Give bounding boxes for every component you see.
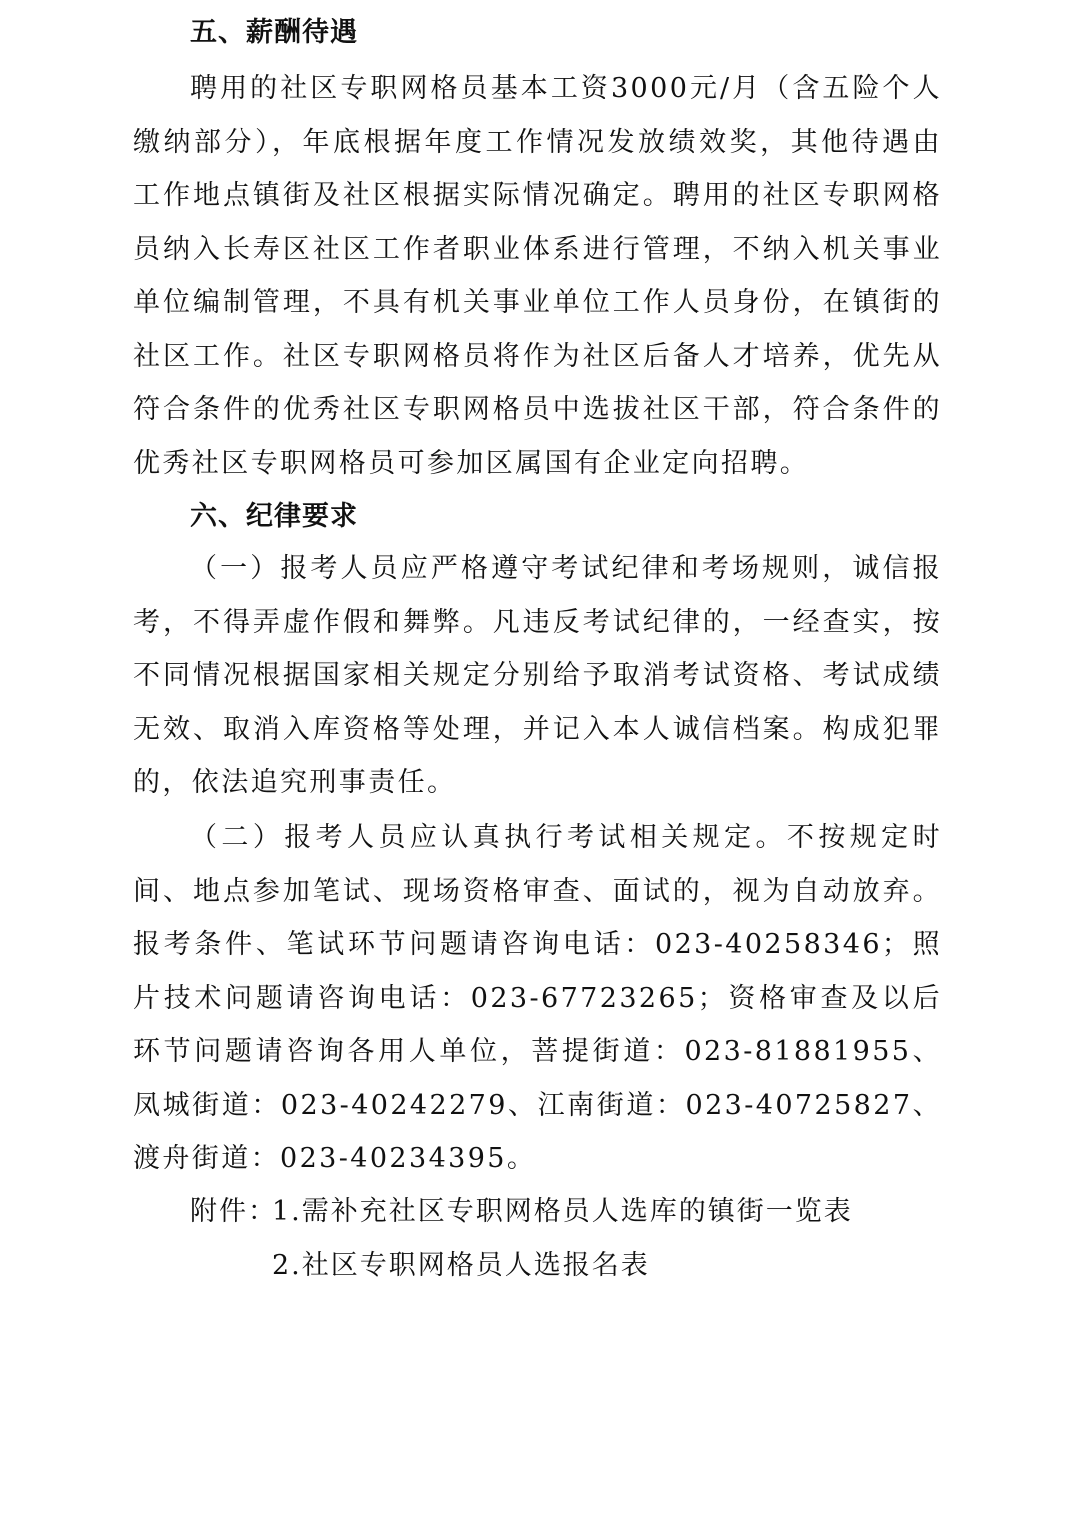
- section-6-heading: 六、纪律要求: [190, 501, 358, 532]
- section-5-paragraph: 聘用的社区专职网格员基本工资3000元/月（含五险个人缴纳部分），年底根据年度工作情况发放绩效奖，其他待遇由工作地点镇街及社区根据实际情况确定。聘用的社区专职网格员纳入长寿区社区工作者职业体系进行管理，不纳入机关事业单位编制管理，不具有机关事业单位工作人员身份，在镇街的社区工作。社区专职网格员将作为社区后备人才培养，优先从符合条件的优秀社区专职网格员中选拔社区干部，符合条件的优秀社区专职网格员可参加区属国有企业定向招聘。: [133, 73, 942, 479]
- attachments-label: 附件：: [190, 1196, 277, 1227]
- attachment-item-1: 1.需补充社区专职网格员人选库的镇街一览表: [272, 1196, 853, 1227]
- section-6-item-2: （二）报考人员应认真执行考试相关规定。不按规定时间、地点参加笔试、现场资格审查、面试的，视为自动放弃。报考条件、笔试环节问题请咨询电话：023-40258346；照片技术问题请咨询电话：023-67723265；资格审查及以后环节问题请咨询各用人单位，菩提街道：023-81881955、凤城街道：023-40242279、江南街道：023-40725827、渡舟街道：023-40234395。: [133, 822, 942, 1174]
- attachment-item-2: 2.社区专职网格员人选报名表: [272, 1250, 650, 1281]
- section-6-item-1: （一）报考人员应严格遵守考试纪律和考场规则，诚信报考，不得弄虚作假和舞弊。凡违反考试纪律的，一经查实，按不同情况根据国家相关规定分别给予取消考试资格、考试成绩无效、取消入库资格等处理，并记入本人诚信档案。构成犯罪的，依法追究刑事责任。: [133, 553, 942, 798]
- section-5-heading: 五、薪酬待遇: [190, 17, 358, 48]
